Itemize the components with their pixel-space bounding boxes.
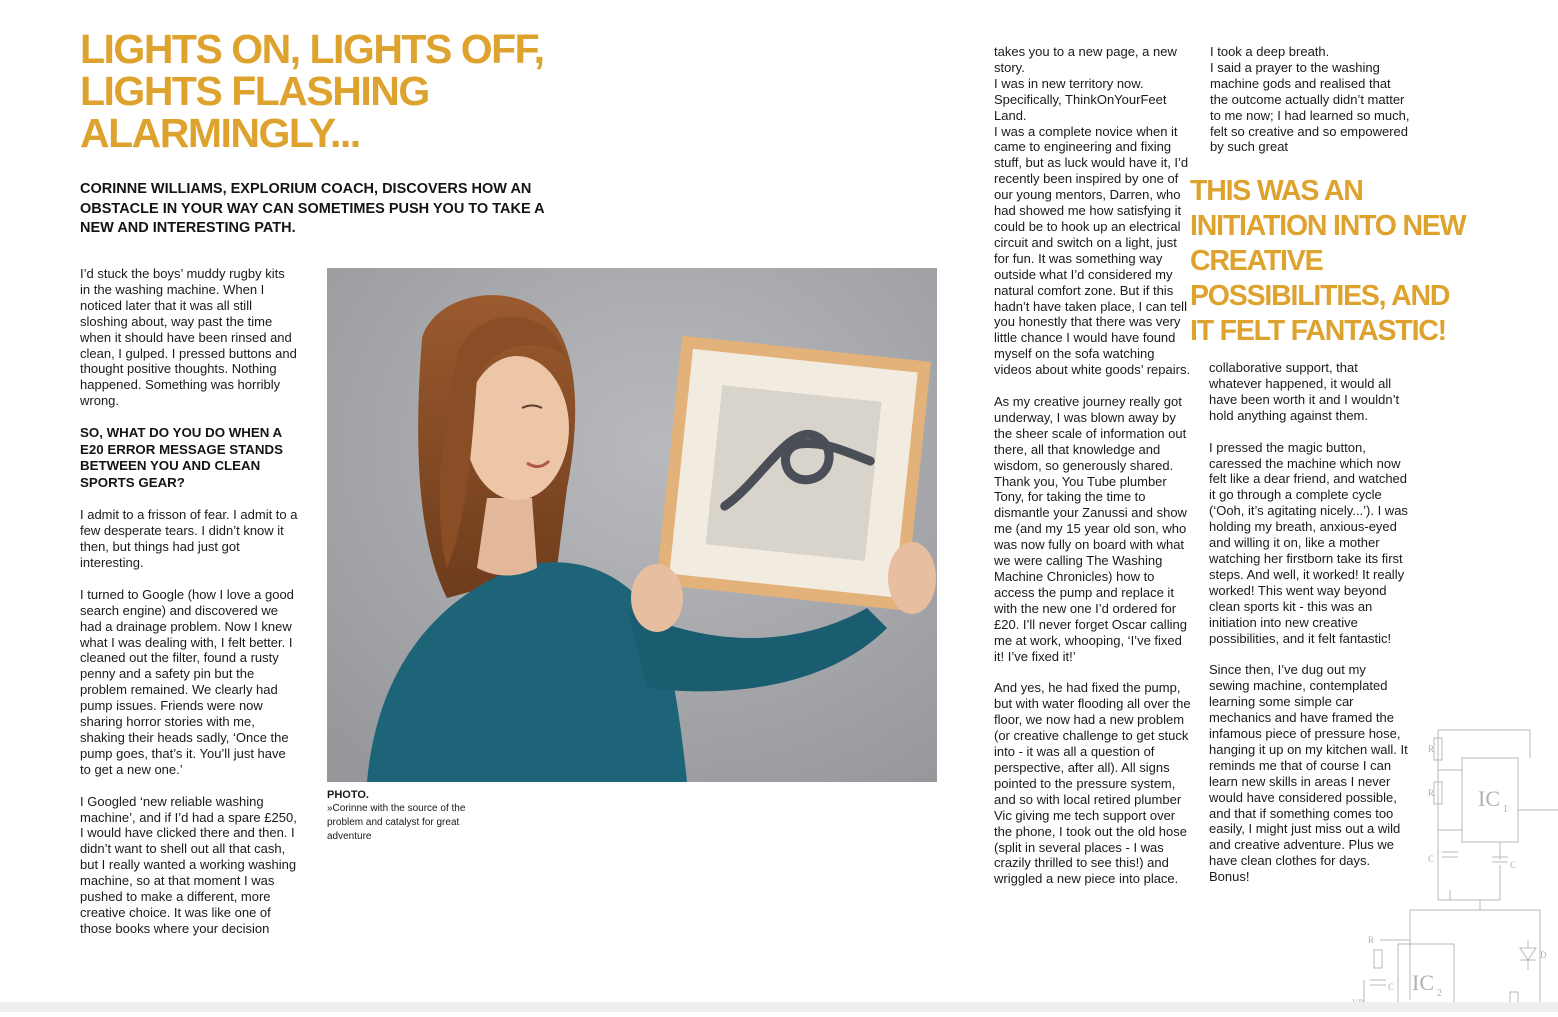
column-4-top (1210, 44, 1410, 155)
circuit-label: C (1510, 860, 1517, 870)
circuit-diagram (1350, 700, 1558, 1012)
circuit-label: R (1368, 935, 1375, 945)
article-standfirst: CORINNE WILLIAMS, EXPLORIUM COACH, DISCOVERS HOW AN OBSTACLE IN YOUR WAY CAN SOMETIMES PUSH YOU TO TAKE A NEW AND INTERESTING PATH. (80, 181, 545, 236)
article-title: LIGHTS ON, LIGHTS OFF, LIGHTS FLASHING ALARMINGLY... (80, 26, 544, 156)
column1-paragraph: I’d stuck the boys’ muddy rugby kits in the washing machine. When I noticed later that it was all still sloshing about, way past the time when it should have been rinsed and clean, I gulped. I pressed buttons and thought positive thoughts. Nothing happened. Something was horribly wrong. (80, 266, 297, 409)
circuit-label: C (1388, 982, 1395, 992)
caption-title: PHOTO. (327, 789, 369, 801)
column3-paragraph: And yes, he had fixed the pump, but with water flooding all over the floor, we now had a new problem (or creative challenge to get stuck into - it was all a question of perspective, after all). All signs pointed to the pressure system, and so with local retired plumber Vic giving me tech support over the phone, I took out the old hose (split in several places - I was crazily thrilled to see this!) and wriggled a new piece into place. (994, 680, 1191, 887)
circuit-label: C (1428, 854, 1435, 864)
page-bottom-edge (0, 1002, 1558, 1012)
column1-paragraph: I admit to a frisson of fear. I admit to a few desperate tears. I didn’t know it then, but things had just got interesting. (80, 507, 298, 570)
photo-caption (327, 788, 487, 844)
circuit-label: IC (1412, 970, 1434, 995)
circuit-label: R (1428, 744, 1435, 754)
column3-paragraph: I was a complete novice when it came to engineering and fixing stuff, but as luck would have it, I’d recently been inspired by one of our young mentors, Darren, who had showed me how satisfying it could be to hook up an electrical circuit and switch on a light, just for fun. It was something way outside what I’d considered my natural comfort zone. But if this hadn’t have taken place, I can tell you honestly that there was very little chance I would have found myself on the sofa watching videos about white goods’ repairs. (994, 123, 1191, 378)
column4-paragraph: I said a prayer to the washing machine gods and realised that the outcome actually didn’t matter to me now; I had learned so much, felt so creative and so empowered by such great (1210, 59, 1410, 155)
column3-paragraph: As my creative journey really got underway, I was blown away by the sheer scale of information out there, all that knowledge and wisdom, so generously shared. Thank you, You Tube plumber Tony, for taking the time to dismantle your Zanussi and show me (and my 15 year old son, who was now fully on board with what we were calling The Washing Machine Chronicles) how to access the pump and replace it with the new one I’d ordered for £20. I’ll never forget Oscar calling me at work, whooping, ‘I’ve fixed it! I’ve fixed it!’ (994, 394, 1187, 664)
column1-subhead: SO, WHAT DO YOU DO WHEN A E20 ERROR MESSAGE STANDS BETWEEN YOU AND CLEAN SPORTS GEAR? (80, 425, 283, 490)
circuit-label: D (1540, 950, 1547, 960)
column-3 (994, 44, 1192, 887)
column1-paragraph: I turned to Google (how I love a good search engine) and discovered we had a drainage problem. Now I knew what I was dealing with, I felt better. I cleaned out the filter, found a rusty penny and a safety pin but the problem remained. We clearly had pump issues. Friends were now sharing horror stories with me, shaking their heads sadly, ‘Once the pump goes, that’s it. You’ll just have to get a new one.’ (80, 586, 294, 777)
column-1 (80, 266, 298, 937)
circuit-label: IC (1478, 786, 1500, 811)
article-photo (327, 268, 937, 782)
column1-paragraph: I Googled ‘new reliable washing machine’, and if I’d had a spare £250, I would have clicked there and then. I didn’t want to shell out all that cash, but I really wanted a working washing machine, so at that moment I was pushed to make a different, more creative choice. It was like one of those books where your decision (80, 793, 297, 936)
column4-paragraph: Since then, I’ve dug out my sewing machine, contemplated learning some simple car mechanics and have framed the infamous piece of pressure hose, hanging it up on my kitchen wall. It reminds me that of course I can learn new skills in areas I never would have considered possible, and that if something comes too easily, I might just miss out a wild and creative adventure. Plus we have clean clothes for days. Bonus! (1209, 662, 1408, 885)
caption-text: »Corinne with the source of the problem and catalyst for great adventure (327, 803, 466, 842)
column4-paragraph: I took a deep breath. (1210, 44, 1330, 59)
circuit-label: 1 (1503, 804, 1508, 815)
column4-paragraph: collaborative support, that whatever happened, it would all have been worth it and I wouldn’t hold anything against them. (1209, 360, 1400, 423)
column3-paragraph: I was in new territory now. Specifically, ThinkOnYourFeet Land. (994, 75, 1167, 123)
circuit-label: R (1428, 788, 1435, 798)
pull-quote: THIS WAS AN INITIATION INTO NEW CREATIVE POSSIBILITIES, AND IT FELT FANTASTIC! (1190, 175, 1466, 347)
column3-paragraph: takes you to a new page, a new story. (994, 44, 1177, 75)
column4-paragraph: I pressed the magic button, caressed the machine which now felt like a dear friend, and watched it go through a complete cycle (‘Ooh, it’s agitating nicely...’). I was holding my breath, anxious-eyed and willing it on, like a mother watching her firstborn take its first steps. And well, it worked! It really worked! This went way beyond clean sports kit - this was an initiation into new creative possibilities, and it felt fantastic! (1209, 439, 1408, 646)
circuit-label: 2 (1437, 988, 1442, 999)
